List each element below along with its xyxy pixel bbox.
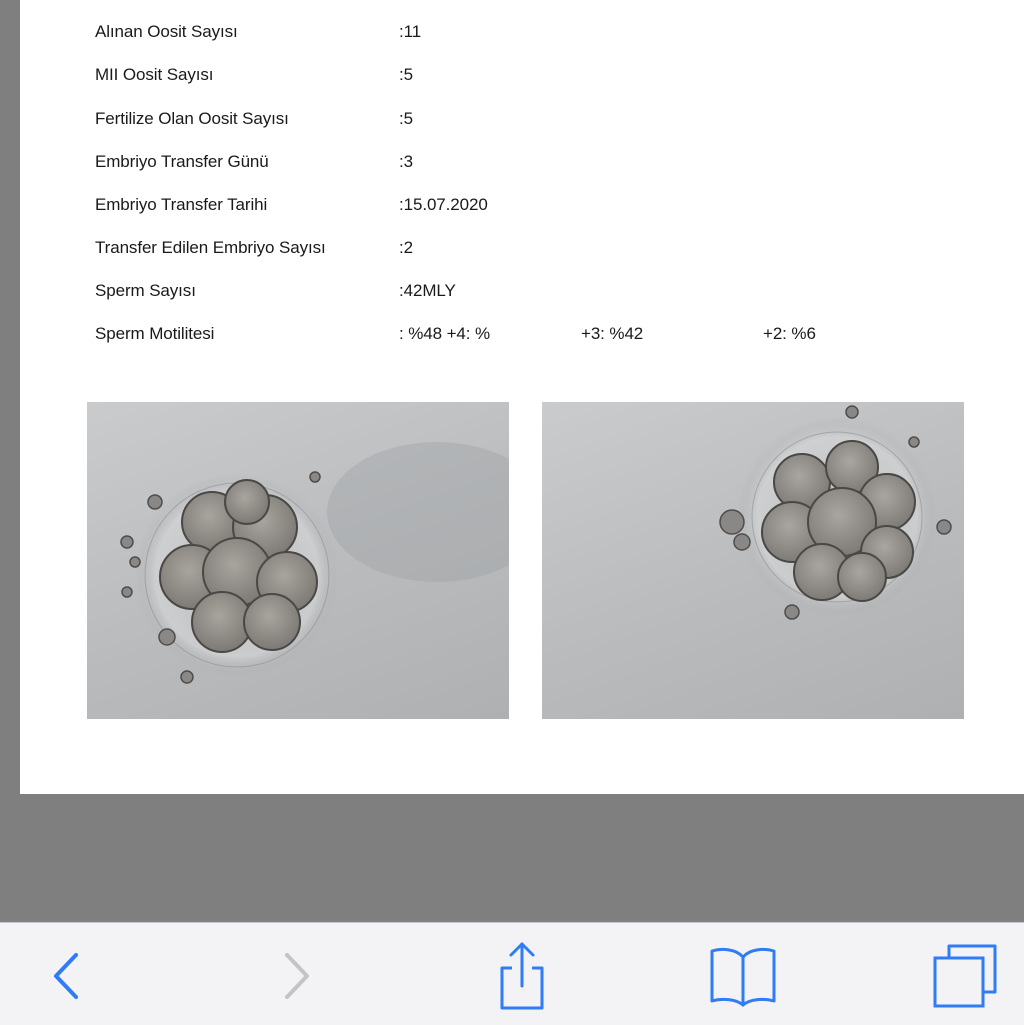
chevron-left-icon	[46, 951, 86, 1001]
motility-label: Sperm Motilitesi	[95, 324, 215, 343]
row-label: Alınan Oosit Sayısı	[95, 22, 238, 41]
embryo-image	[87, 402, 509, 719]
bookmarks-button[interactable]	[708, 941, 778, 1011]
motility-value-3: +2: %6	[763, 324, 816, 343]
forward-button[interactable]	[262, 941, 332, 1011]
row-value: :5	[399, 109, 413, 128]
embryo-image	[542, 402, 964, 719]
embryo-photo-2	[542, 402, 964, 719]
motility-value-1: : %48 +4: %	[399, 324, 491, 343]
book-icon	[708, 945, 778, 1007]
tabs-icon	[931, 942, 999, 1010]
row-value: :2	[399, 238, 413, 257]
share-icon	[494, 940, 550, 1012]
embryo-photo-1	[87, 402, 509, 719]
document-page	[20, 0, 1024, 794]
row-label: Embriyo Transfer Tarihi	[95, 195, 268, 214]
row-value: :11	[399, 22, 422, 41]
back-button[interactable]	[31, 941, 101, 1011]
row-label: Fertilize Olan Oosit Sayısı	[95, 109, 289, 128]
browser-toolbar	[0, 922, 1024, 1025]
share-button[interactable]	[487, 941, 557, 1011]
row-label: Transfer Edilen Embriyo Sayısı	[95, 238, 326, 257]
row-value: :42MLY	[399, 281, 456, 300]
tabs-button[interactable]	[930, 941, 1000, 1011]
chevron-right-icon	[277, 951, 317, 1001]
row-label: MII Oosit Sayısı	[95, 65, 214, 84]
row-value: :5	[399, 65, 413, 84]
row-value: :3	[399, 152, 413, 171]
motility-value-2: +3: %42	[581, 324, 644, 343]
row-label: Sperm Sayısı	[95, 281, 196, 300]
row-label: Embriyo Transfer Günü	[95, 152, 269, 171]
row-value: :15.07.2020	[399, 195, 488, 214]
